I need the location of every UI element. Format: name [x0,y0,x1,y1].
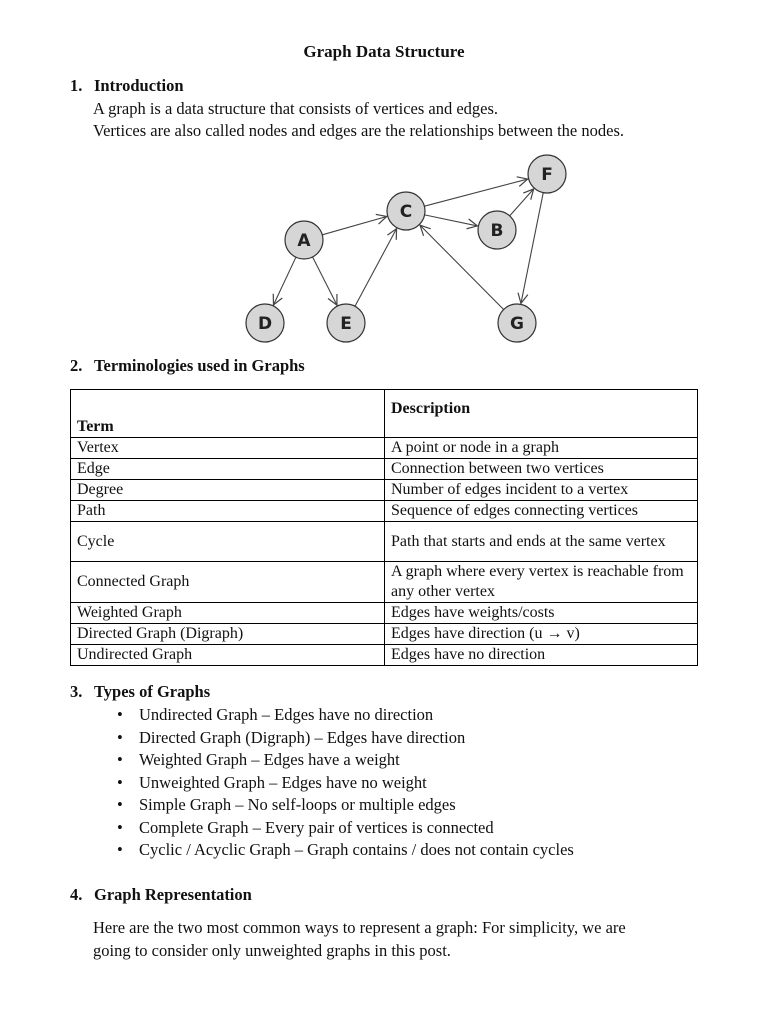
description-cell: Connection between two vertices [385,459,698,480]
term-cell: Degree [71,480,385,501]
edge-c-f [424,179,527,206]
node-d [246,304,284,342]
description-cell: A point or node in a graph [385,438,698,459]
table-row [71,522,698,562]
list-item [117,749,574,772]
graph-nodes [246,155,566,342]
node-e [327,304,365,342]
list-item-text: Unweighted Graph – Edges have no weight [139,772,427,792]
page-title: Graph Data Structure [303,42,465,61]
list-item [117,794,574,817]
description-cell: Edges have weights/costs [385,603,698,624]
list-item-text: Cyclic / Acyclic Graph – Graph contains / does not contain cycles [139,840,574,859]
section-title: Graph Representation [94,885,252,904]
section-heading-terminologies [70,356,305,376]
section-number: 4. [70,885,83,904]
description-cell: Edges have direction (u → v) [385,624,698,645]
term-cell: Directed Graph (Digraph) [71,624,385,645]
intro-line-1: A graph is a data structure that consists of vertices and edges. [93,99,499,118]
bullet-icon: • [117,772,123,792]
term-cell: Vertex [71,438,385,459]
list-item-text: Weighted Graph – Edges have a weight [139,750,400,769]
graph-diagram [230,148,590,348]
list-item [117,704,574,727]
list-item-text: Simple Graph – No self-loops or multiple edges [139,795,456,814]
term-cell: Weighted Graph [71,603,385,624]
list-item-text: Undirected Graph – Edges have no direction [139,705,434,724]
table-row [71,480,698,501]
term-cell: Undirected Graph [71,645,385,666]
graph-types-list [117,704,574,862]
section-number: 3. [70,682,83,701]
section-number: 1. [70,76,83,95]
edge-b-f [510,189,534,216]
table-row [71,624,698,645]
bullet-icon: • [117,795,123,814]
table-row [71,562,698,603]
section-heading-representation [70,885,252,905]
node-f [528,155,566,193]
node-label: D [257,314,273,334]
term-cell: Cycle [71,522,385,562]
node-label: G [510,314,524,334]
table-row [71,603,698,624]
term-cell: Connected Graph [71,562,385,603]
edge-a-d [274,257,296,305]
section-title: Types of Graphs [94,682,211,701]
table-row [71,459,698,480]
node-label: A [297,231,311,251]
table-row [71,501,698,522]
intro-line-2: Vertices are also called nodes and edges are the relationships between the nodes. [93,121,625,140]
section-number: 2. [70,356,83,375]
table-header-row [71,390,698,438]
node-label: B [490,221,504,241]
representation-line-1: Here are the two most common ways to represent a graph: For simplicity, we are [93,918,626,937]
terminology-table [70,389,698,666]
bullet-icon: • [117,750,123,769]
list-item [117,817,574,840]
description-cell: Path that starts and ends at the same vertex [385,522,698,562]
edge-f-g [521,193,543,304]
table-header-term: Term [71,390,385,438]
section-title: Introduction [94,76,184,95]
description-cell: Edges have no direction [385,645,698,666]
term-cell: Path [71,501,385,522]
bullet-icon: • [117,817,123,837]
node-b [478,211,516,249]
list-item [117,772,574,795]
table-row [71,645,698,666]
edge-c-b [425,215,478,226]
table-row [71,438,698,459]
table-header-description: Description [385,390,698,438]
description-cell: Sequence of edges connecting vertices [385,501,698,522]
node-label: E [340,314,352,334]
section-heading-types [70,682,210,702]
list-item [117,839,574,862]
node-c [387,192,425,230]
representation-line-2: going to consider only unweighted graphs in this post. [93,941,451,960]
section-heading-introduction [70,76,184,96]
list-item-text: Directed Graph (Digraph) – Edges have direction [139,727,466,747]
node-g [498,304,536,342]
section-title: Terminologies used in Graphs [94,356,305,375]
node-label: F [541,165,553,185]
bullet-icon: • [117,840,123,859]
node-a [285,221,323,259]
list-item-text: Complete Graph – Every pair of vertices is connected [139,817,494,837]
description-cell: Number of edges incident to a vertex [385,480,698,501]
term-cell: Edge [71,459,385,480]
bullet-icon: • [117,705,123,724]
node-label: C [399,202,413,222]
bullet-icon: • [117,727,123,747]
description-cell: A graph where every vertex is reachable from any other vertex [385,562,698,603]
edge-e-c [355,229,397,307]
edge-a-e [313,257,337,305]
list-item [117,727,574,750]
edge-a-c [322,216,386,234]
